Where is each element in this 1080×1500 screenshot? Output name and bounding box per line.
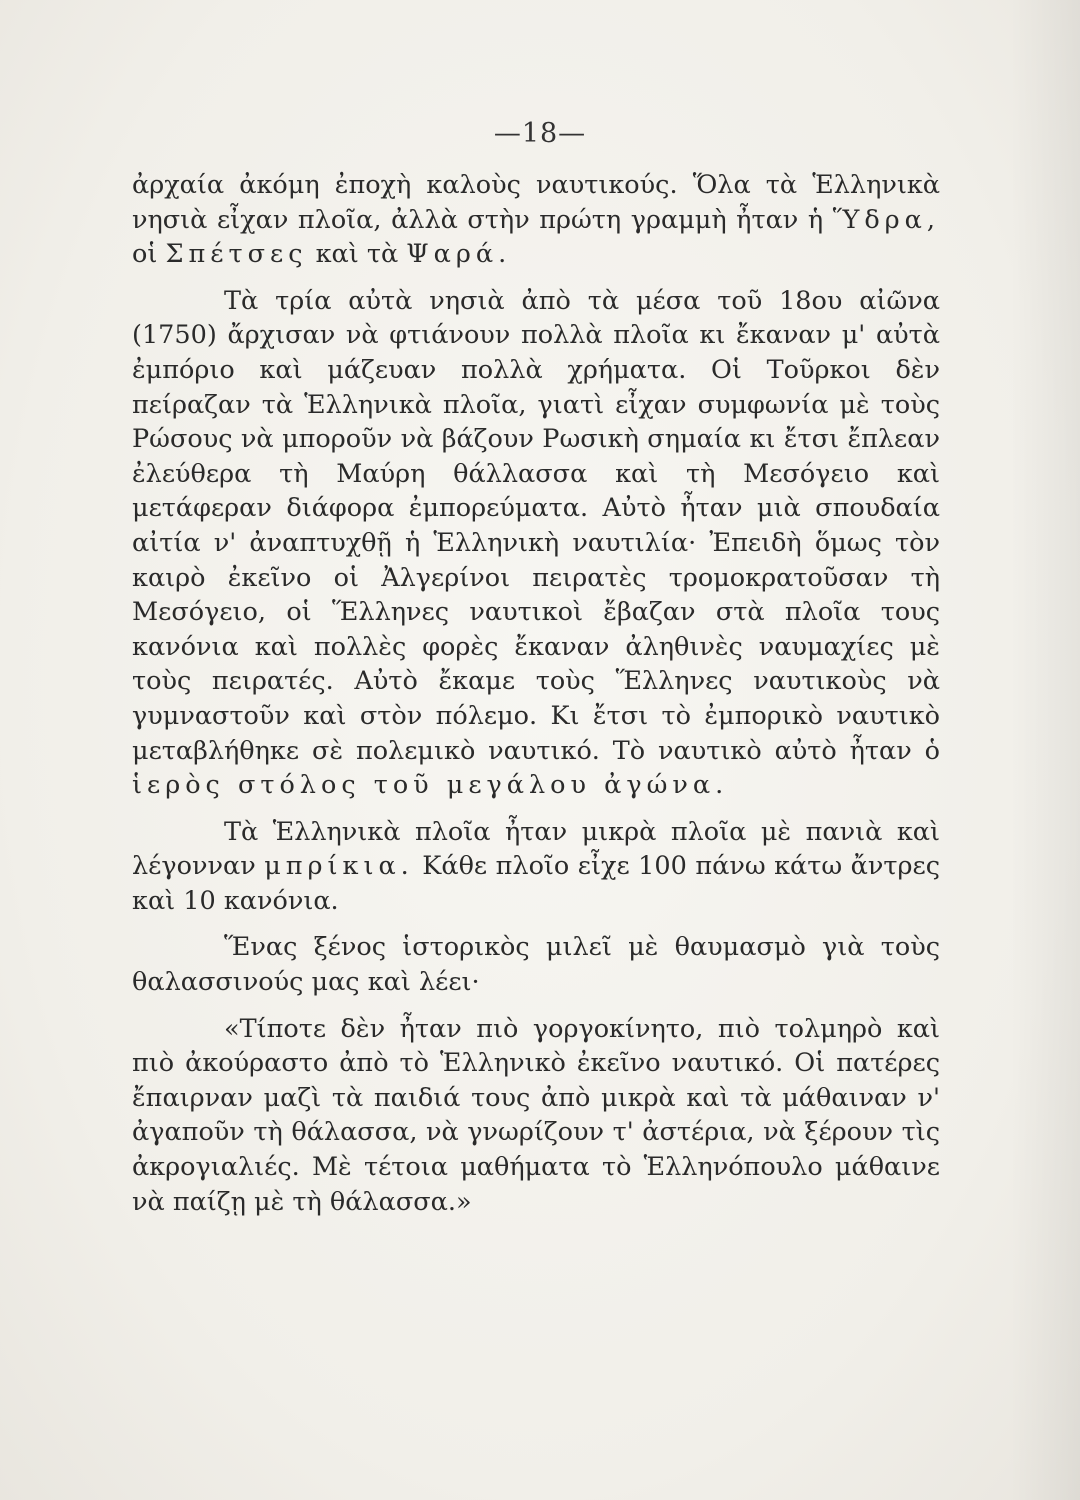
- paragraph-p3: [132, 815, 940, 919]
- text-run: ἀρχαία ἀκόμη ἐποχὴ καλοὺς ναυτικούς. Ὅλα τὰ Ἑλληνικὰ νησιὰ εἶχαν πλοῖα, ἀλλὰ στὴν πρώτη γραμμὴ ἦταν ἡ: [132, 170, 940, 235]
- page-edge-shadow: [1010, 0, 1080, 1500]
- spaced-emphasis: Σπέτσες: [165, 239, 308, 270]
- spaced-emphasis: Ψαρά.: [406, 239, 512, 270]
- paragraph-p2: [132, 284, 940, 803]
- text-run: «Τίποτε δὲν ἦταν πιὸ γοργοκίνητο, πιὸ τολμηρὸ καὶ πιὸ ἀκούραστο ἀπὸ τὸ Ἑλληνικὸ ἐκεῖνο ναυτικό. Οἱ πατέρες ἔπαιρναν μαζὶ τὰ παιδιά τους ἀπὸ μικρὰ καὶ τὰ μάθαιναν ν' ἀγαποῦν τὴ θάλασσα, νὰ γνωρίζουν τ' ἀστέρια, νὰ ξέρουν τὶς ἀκρογιαλιές. Μὲ τέτοια μαθήματα τὸ Ἑλληνόπουλο μάθαινε νὰ παίζῃ μὲ τὴ θάλασσα.»: [132, 1013, 940, 1217]
- paragraph-p1: [132, 168, 940, 272]
- spaced-emphasis: Ὕδρα,: [832, 204, 940, 235]
- body-text: [132, 168, 940, 1219]
- text-run: Κάθε πλοῖο εἶχε 100 πάνω κάτω ἄντρες καὶ 10 κανόνια.: [132, 851, 940, 916]
- page-number: —18—: [493, 118, 587, 149]
- text-run: καὶ τὰ: [307, 239, 407, 270]
- paragraph-p4: [132, 930, 940, 999]
- spaced-emphasis: ἱερὸς στόλος τοῦ μεγάλου ἀγώνα.: [132, 770, 729, 801]
- spaced-emphasis: μπρίκια.: [264, 851, 414, 882]
- text-run: Τὰ Ἑλληνικὰ πλοῖα ἦταν μικρὰ πλοῖα μὲ πανιὰ καὶ λέγονναν: [132, 816, 940, 882]
- text-run: Τὰ τρία αὐτὰ νησιὰ ἀπὸ τὰ μέσα τοῦ 18ου αἰῶνα (1750) ἄρχισαν νὰ φτιάνουν πολλὰ πλοῖα κι ἔκαναν μ' αὐτὰ ἐμπόριο καὶ μάζευαν πολλὰ χρήματα. Οἱ Τοῦρκοι δὲν πείραζαν τὰ Ἑλληνικὰ πλοῖα, γιατὶ εἶχαν συμφωνία μὲ τοὺς Ρώσους νὰ μποροῦν νὰ βάζουν Ρωσικὴ σημαία κι ἔτσι ἔπλεαν ἐλεύθερα τὴ Μαύρη θάλλασσα καὶ τὴ Μεσόγειο καὶ μετάφεραν διάφορα ἐμπορεύματα. Αὐτὸ ἦταν μιὰ σπουδαία αἰτία ν' ἀναπτυχθῇ ἡ Ἑλληνικὴ ναυτιλία· Ἐπειδὴ ὅμως τὸν καιρὸ ἐκεῖνο οἱ Ἀλγερίνοι πειρατὲς τρομοκρατοῦσαν τὴ Μεσόγειο, οἱ Ἕλληνες ναυτικοὶ ἔβαζαν στὰ πλοῖα τους κανόνια καὶ πολλὲς φορὲς ἔκαναν ἀληθινὲς ναυμαχίες μὲ τοὺς πειρατές. Αὐτὸ ἔκαμε τοὺς Ἕλληνες ναυτικοὺς νὰ γυμναστοῦν καὶ στὸν πόλεμο. Κι ἔτσι τὸ ἐμπορικὸ ναυτικὸ μεταβλήθηκε σὲ πολεμικὸ ναυτικό. Τὸ ναυτικὸ αὐτὸ ἦταν ὁ: [132, 285, 940, 766]
- text-run: Ἕνας ξένος ἱστορικὸς μιλεῖ μὲ θαυμασμὸ γιὰ τοὺς θαλασσινούς μας καὶ λέει·: [132, 932, 940, 998]
- paragraph-p5: [132, 1012, 940, 1220]
- text-run: οἱ: [132, 239, 166, 270]
